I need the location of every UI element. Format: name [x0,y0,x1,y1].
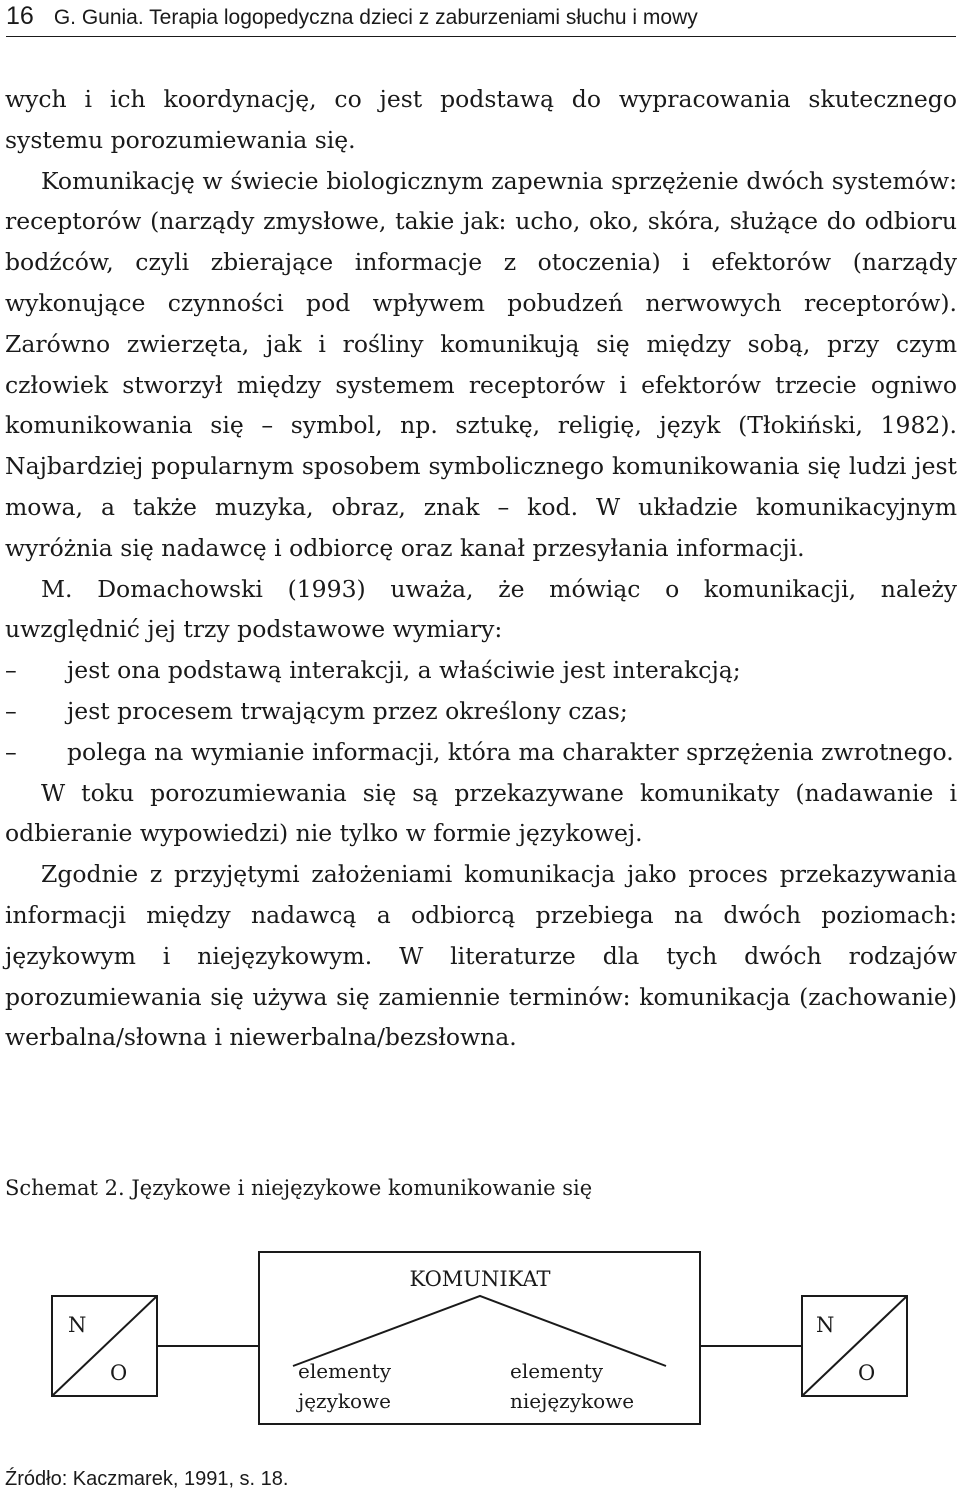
message-box-title: KOMUNIKAT [409,1267,551,1291]
nonverbal-label-line2: niejęzykowe [510,1389,635,1413]
figure-source: Źródło: Kaczmarek, 1991, s. 18. [5,1468,289,1490]
paragraph-4: W toku porozumiewania się są przekazywane komunikaty (nadawanie i odbieranie wypowiedzi) nie tylko w formie językowej. [5,778,957,848]
receiver-box-bottom-label: O [858,1361,876,1385]
verbal-label-line2: językowe [298,1389,391,1413]
paragraph-3: M. Domachowski (1993) uważa, że mówiąc o komunikacji, należy uwzględnić jej trzy podstawowe wymiary: [5,574,957,644]
list-item: – jest ona podstawą interakcji, a właściwie jest interakcją; [5,650,957,691]
message-branch-lines [293,1296,666,1366]
figure-caption: Schemat 2. Językowe i niejęzykowe komunikowanie się [5,1176,593,1200]
communication-diagram [0,1230,960,1430]
sender-box-bottom-label: O [110,1361,128,1385]
list-item: – jest procesem trwającym przez określony czas; [5,691,957,732]
receiver-box-top-label: N [816,1313,835,1337]
list-dash: – [5,696,17,725]
running-header [6,2,956,37]
paragraph-5: Zgodnie z przyjętymi założeniami komunikacja jako proces przekazywania informacji między nadawcą a odbiorcą przebiega na dwóch poziomach: językowym i niejęzykowym. W literaturze dla tych dwóch rodzajów porozumiewania się używa się zamiennie terminów: komunikacja (zachowanie) werbalna/słowna i niewerbalna/bezsłowna. [5,860,957,1052]
nonverbal-label-line1: elementy [510,1359,604,1383]
sender-box-diagonal [52,1296,157,1396]
list-item: – polega na wymianie informacji, która ma charakter sprzężenia zwrotnego. [5,732,957,773]
list-dash: – [5,737,17,766]
page-number: 16 [6,2,34,30]
receiver-box-diagonal [802,1296,907,1396]
verbal-label-line1: elementy [298,1359,392,1383]
running-title: G. Gunia. Terapia logopedyczna dzieci z zaburzeniami słuchu i mowy [53,6,698,29]
dimensions-list [5,650,957,772]
paragraph-1: wych i ich koordynację, co jest podstawą do wypracowania skutecznego systemu porozumiewania się. [5,85,957,154]
sender-box-top-label: N [68,1313,87,1337]
body-text [5,79,957,1058]
list-dash: – [5,656,17,685]
paragraph-2: Komunikację w świecie biologicznym zapewnia sprzężenie dwóch systemów: receptorów (narządy zmysłowe, takie jak: ucho, oko, skóra, służące do odbioru bodźców, czyli zbierające informacje z otoczenia) i efektorów (narządy wykonujące czynności pod wpływem pobudzeń nerwowych receptorów). Zarówno zwierzęta, jak i rośliny komunikują się między sobą, przy czym człowiek stworzył między systemem receptorów i efektorów trzecie ogniwo komunikowania się – symbol, np. sztukę, religię, język (Tłokiński, 1982). Najbardziej popularnym sposobem symbolicznego komunikowania się ludzi jest mowa, a także muzyka, obraz, znak – kod. W układzie komunikacyjnym wyróżnia się nadawcę i odbiorcę oraz kanał przesyłania informacji. [5,166,957,562]
